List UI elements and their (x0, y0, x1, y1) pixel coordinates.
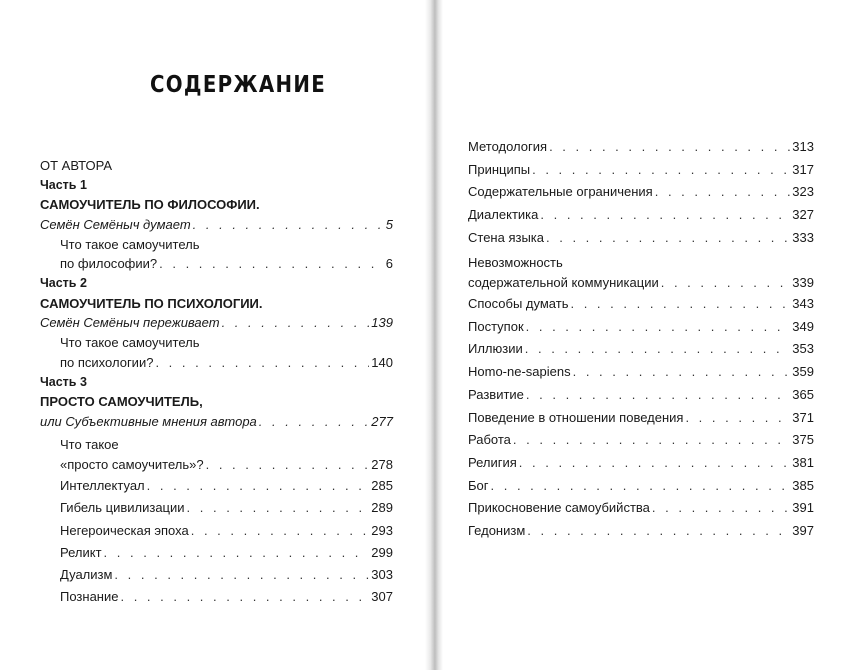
toc-left-column (40, 156, 393, 609)
entry-title: Реликт (60, 544, 102, 560)
toc-entry (468, 227, 814, 250)
part-label: Часть 2 (40, 276, 87, 291)
entry-page: 299 (371, 544, 393, 560)
entry-page: 339 (792, 275, 814, 291)
entry-title: Принципы (468, 161, 531, 177)
dot-leader (532, 159, 790, 182)
entry-page: 371 (792, 409, 814, 425)
toc-entry (468, 136, 814, 159)
toc-list (468, 293, 814, 543)
entry-page: 307 (371, 589, 393, 605)
dot-leader (155, 353, 369, 373)
toc-entry (40, 254, 393, 274)
entry-title: Что такое самоучитель (60, 334, 200, 350)
entry-page: 285 (371, 477, 393, 493)
dot-leader (147, 475, 370, 497)
entry-page: 381 (792, 454, 814, 470)
toc-entry (40, 520, 393, 542)
dot-leader (159, 254, 384, 274)
entry-title: Гибель цивилизации (60, 500, 185, 516)
toc-entry (40, 215, 393, 235)
entry-title: Содержательные ограничения (468, 184, 653, 200)
toc-entry (468, 475, 814, 498)
entry-title: Дуализм (60, 567, 113, 583)
entry-title: Homo-ne-sapiens (468, 364, 571, 380)
page-title: СОДЕРЖАНИЕ (150, 72, 327, 98)
part-heading: САМОУЧИТЕЛЬ ПО ПСИХОЛОГИИ. (40, 295, 263, 311)
entry-page: 365 (792, 386, 814, 402)
dot-leader (104, 542, 370, 564)
dot-leader (573, 361, 791, 384)
entry-title: по философии? (60, 256, 158, 272)
toc-entry (468, 384, 814, 407)
toc-entry (40, 412, 393, 432)
entry-title: Методология (468, 139, 548, 154)
toc-entry (40, 353, 393, 373)
toc-entry (468, 497, 814, 520)
toc-entry (468, 181, 814, 204)
toc-entry (468, 338, 814, 361)
entry-title: Религия (468, 454, 517, 470)
entry-title: Прикосновение самоубийства (468, 500, 650, 516)
entry-page: 277 (371, 413, 393, 429)
dot-leader (546, 227, 790, 250)
entry-page: 375 (792, 432, 814, 448)
entry-page: 323 (792, 184, 814, 200)
entry-page: 397 (792, 523, 814, 539)
dot-leader (491, 475, 791, 498)
entry-title: Поведение в отношении поведения (468, 409, 684, 425)
entry-page: 289 (371, 500, 393, 516)
entry-page: 303 (371, 567, 393, 583)
dot-leader (513, 429, 790, 452)
dot-leader (570, 293, 790, 316)
entry-page: 140 (371, 354, 393, 370)
toc-list (468, 136, 814, 250)
entry-title: Познание (60, 589, 119, 605)
dot-leader (187, 497, 370, 519)
dot-leader (114, 564, 369, 586)
toc-entry (468, 361, 814, 384)
entry-title: Диалектика (468, 207, 539, 223)
dot-leader (526, 384, 790, 407)
dot-leader (193, 215, 384, 235)
entry-title: Что такое (60, 437, 119, 453)
entry-page: 6 (385, 256, 393, 272)
toc-entry (468, 407, 814, 430)
dot-leader (540, 204, 790, 227)
entry-page: 317 (792, 161, 814, 177)
toc-entry (40, 455, 393, 475)
entry-page: 139 (371, 315, 393, 331)
entry-title: «просто самоучитель»? (60, 457, 204, 473)
dot-leader (120, 586, 369, 608)
entry-title: Семён Семёныч переживает (40, 315, 220, 331)
dot-leader (191, 520, 370, 542)
entry-title: содержательной коммуникации (468, 275, 659, 291)
entry-title: Что такое самоучитель (60, 236, 200, 252)
entry-title: Невозможность (468, 254, 563, 270)
entry-page: 391 (792, 500, 814, 516)
dot-leader (527, 520, 790, 543)
entry-page: 353 (792, 341, 814, 357)
dot-leader (206, 455, 370, 475)
dot-leader (655, 181, 791, 204)
entry-title: Развитие (468, 386, 524, 402)
dot-leader (525, 338, 791, 361)
entry-title: Семён Семёныч думает (40, 216, 191, 232)
entry-page: 5 (385, 216, 393, 232)
toc-entry (468, 159, 814, 182)
toc-entry (40, 497, 393, 519)
toc-list (40, 475, 393, 609)
entry-title: Гедонизм (468, 523, 526, 539)
entry-title: Негероическая эпоха (60, 522, 189, 538)
entry-title: Стена языка (468, 229, 544, 245)
dot-leader (661, 273, 791, 292)
dot-leader (652, 497, 790, 520)
dot-leader (519, 452, 791, 475)
entry-title: Иллюзии (468, 341, 523, 357)
entry-page: 293 (371, 522, 393, 538)
toc-entry (468, 316, 814, 339)
entry-page: 359 (792, 364, 814, 380)
entry-title: или Субъективные мнения автора (40, 413, 257, 429)
dot-leader (259, 412, 370, 432)
part-label: Часть 3 (40, 374, 87, 389)
entry-page: 385 (792, 477, 814, 493)
entry-title: Интеллектуал (60, 477, 145, 493)
entry-title: Поступок (468, 318, 524, 334)
toc-right-column (468, 136, 814, 543)
toc-entry-author: ОТ АВТОРА (40, 158, 113, 173)
entry-page: 343 (792, 296, 814, 312)
toc-entry (40, 313, 393, 333)
toc-entry (468, 273, 814, 292)
entry-page: 327 (792, 207, 814, 223)
entry-title: по психологии? (60, 354, 154, 370)
toc-entry (468, 429, 814, 452)
part-heading: ПРОСТО САМОУЧИТЕЛЬ, (40, 394, 203, 410)
toc-entry (40, 475, 393, 497)
entry-title: Работа (468, 432, 511, 448)
toc-entry (40, 542, 393, 564)
toc-entry (468, 452, 814, 475)
dot-leader (222, 313, 370, 333)
part-heading: САМОУЧИТЕЛЬ ПО ФИЛОСОФИИ. (40, 197, 260, 213)
entry-page: 333 (792, 229, 814, 245)
toc-entry (40, 564, 393, 586)
part-label: Часть 1 (40, 177, 87, 192)
entry-page: 313 (792, 139, 814, 154)
toc-entry (468, 293, 814, 316)
toc-entry (40, 586, 393, 608)
dot-leader (526, 316, 791, 339)
toc-entry (468, 204, 814, 227)
book-gutter (425, 0, 443, 670)
entry-title: Способы думать (468, 296, 569, 312)
entry-title: Бог (468, 477, 489, 493)
dot-leader (549, 136, 790, 159)
entry-page: 349 (792, 318, 814, 334)
dot-leader (685, 407, 790, 430)
toc-entry (468, 520, 814, 543)
entry-page: 278 (371, 457, 393, 473)
